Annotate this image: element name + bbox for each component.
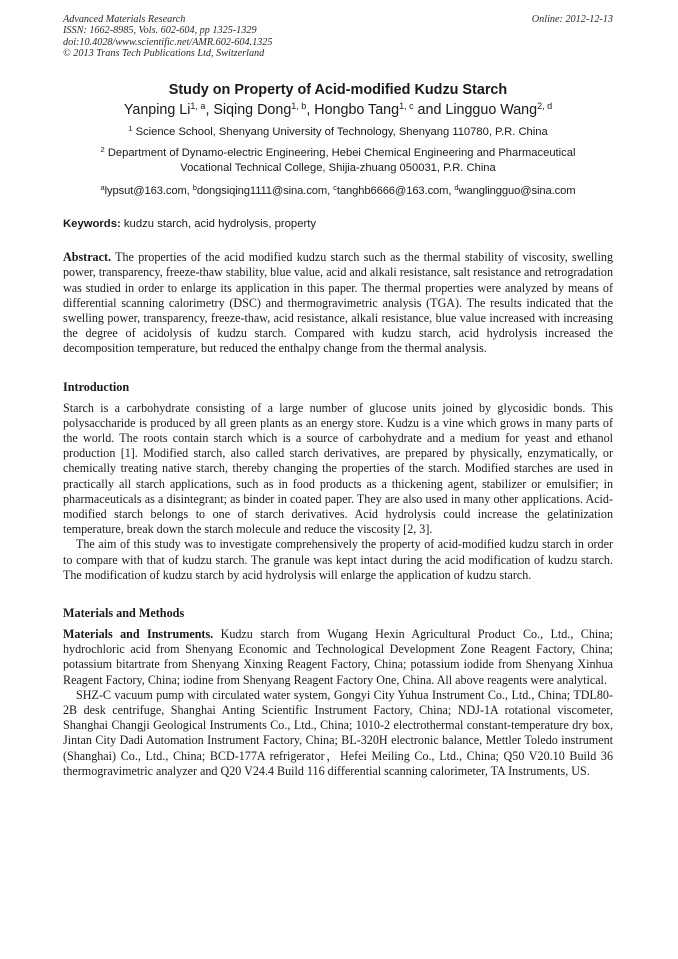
materials-paragraph-1 (63, 627, 613, 688)
email: wanglingguo@sina.com (458, 185, 576, 198)
author-list (63, 100, 613, 120)
author-affiliation-mark: 1, b (291, 101, 307, 112)
intro-paragraph-2: The aim of this study was to investigate comprehensively the property of acid-modified kudzu starch in order to compare with that of kudzu starch. The granule was kept intact during the acid modification of kudzu starch. The modification of kudzu starch by acid hydrolysis will enlarge the application of kudzu starch. (63, 537, 613, 582)
keywords-text: kudzu starch, acid hydrolysis, property (120, 218, 317, 231)
abstract (63, 250, 613, 356)
abstract-label: Abstract. (63, 250, 112, 265)
journal-header (63, 14, 613, 59)
subsection-label: Materials and Instruments. (63, 627, 214, 642)
keywords (63, 217, 613, 232)
affiliation-mark: 1 (128, 124, 133, 134)
materials-text: Kudzu starch from Wugang Hexin Agricultural Product Co., Ltd., China; hydrochloric acid from Shenyang Economic and Technological Development Zone Reagent Factory, China; potassium bitartrate from Shenyang Xinxing Reagent Factory, China; potassium iodide from Shenyang Xinhua Reagent Factory, China; iodine from Shenyang Reagent Factory One, China. All above reagents were analytical. (63, 627, 613, 687)
email-mark: d (454, 183, 459, 193)
affiliation-2 (63, 146, 613, 176)
email-mark: b (192, 183, 197, 193)
paper-title: Study on Property of Acid-modified Kudzu Starch (168, 82, 508, 99)
email-mark: a (100, 183, 105, 193)
author-name: Yanping Li (123, 102, 191, 119)
author-separator: , (205, 102, 214, 119)
email: dongsiqing1111@sina.com, (196, 185, 334, 198)
email: lypsut@163.com, (104, 185, 193, 198)
author-name: Hongbo Tang (314, 102, 400, 119)
email-mark: c (333, 183, 337, 193)
intro-paragraph-1: Starch is a carbohydrate consisting of a large number of glucose units joined by glycosidic bonds. This polysaccharide is produced by all green plants as an energy store. Kudzu is a vine which grows in many parts of the world. The roots contain starch which is a source of carbohydrate and a medium for yeast and ethanol production [1]. Modified starch, also called starch derivatives, are prepared by physically, enzymatically, or chemically treating native starch, thereby changing the properties of the starch. Modified starches are used in practically all starch applications, such as in food products as a thickening agent, stabilizer or emulsifier; in pharmaceuticals as a disintegrant; as binder in coated paper. They are also used in many other applications. Acid-modified starch belongs to one of starch derivatives. Acid hydrolysis could increase the gelatinization temperature, break down the starch molecule and reduce the viscosity [2, 3]. (63, 400, 613, 537)
section-heading-materials-methods: Materials and Methods (63, 606, 185, 621)
email: tanghb6666@163.com, (336, 185, 455, 198)
author-name: Lingguo Wang (445, 102, 538, 119)
paper-page (63, 14, 613, 779)
author-separator: and (413, 102, 446, 119)
abstract-text: The properties of the acid modified kudzu starch such as the thermal stability of viscosity, swelling power, transparency, freeze-thaw stability, blue value, acid and alkali resistance, salt resistance and retrogradation was studied in order to enlarge its application in this paper. The thermal properties were analyzed by means of differential scanning calorimetry (DSC) and thermogravimetric analysis (TGA). The results indicated that the swelling power, transparency, freeze-thaw, acid resistance, alkali resistance, blue value increased with increasing the degree of acidolysis of kudzu starch. Compared with kudzu starch, acid hydrolysis increased the decomposition temperature, but reduced the enthalpy change from the thermal analysis. (63, 250, 613, 356)
copyright: © 2013 Trans Tech Publications Ltd, Switzerland (63, 47, 265, 59)
affiliation-text-line2: Vocational Technical College, Shijia-zhuang 050031, P.R. China (180, 162, 496, 175)
author-name: Siqing Dong (213, 102, 292, 119)
affiliation-text-line1: Department of Dynamo-electric Engineering, Hebei Chemical Engineering and Pharmaceutical (107, 147, 576, 160)
email-list (63, 184, 613, 199)
issn: ISSN: 1662-8985, Vols. 602-604, pp 1325-1329 (63, 25, 257, 37)
materials-paragraph-2: SHZ-C vacuum pump with circulated water system, Gongyi City Yuhua Instrument Co., Ltd., China; TDL80-2B desk centrifuge, Shanghai Anting Scientific Instrument Factory, China; NDJ-1A rotational viscometer, Shanghai Changji Geological Instruments Co., Ltd., China; 1010-2 electrothermal constant-temperature dry box, Jintan City Dadi Automation Instrument Factory, China; BL-320H electronic balance, Mettler Toledo instrument (Shanghai) Co., Ltd., China; BCD-177A refrigerator，Hefei Meiling Co., Ltd., China; Q50 V20.10 Build 36 thermogravimetric analyzer and Q20 V24.4 Build 116 differential scanning calorimeter, TA Instruments, US. (63, 687, 613, 778)
affiliation-mark: 2 (100, 145, 105, 155)
author-affiliation-mark: 1, c (399, 101, 414, 112)
journal-info (63, 14, 613, 59)
author-affiliation-mark: 2, d (537, 101, 553, 112)
section-heading-introduction: Introduction (63, 379, 130, 394)
online-date: Online: 2012-12-13 (531, 14, 613, 25)
doi: doi:10.4028/www.scientific.net/AMR.602-604.1325 (63, 36, 273, 48)
affiliation-text: Science School, Shenyang University of Technology, Shenyang 110780, P.R. China (135, 126, 548, 139)
author-separator: , (306, 102, 315, 119)
affiliation-1 (63, 125, 613, 140)
keywords-label: Keywords: (63, 218, 121, 231)
journal-name: Advanced Materials Research (63, 14, 186, 25)
author-affiliation-mark: 1, a (190, 101, 206, 112)
